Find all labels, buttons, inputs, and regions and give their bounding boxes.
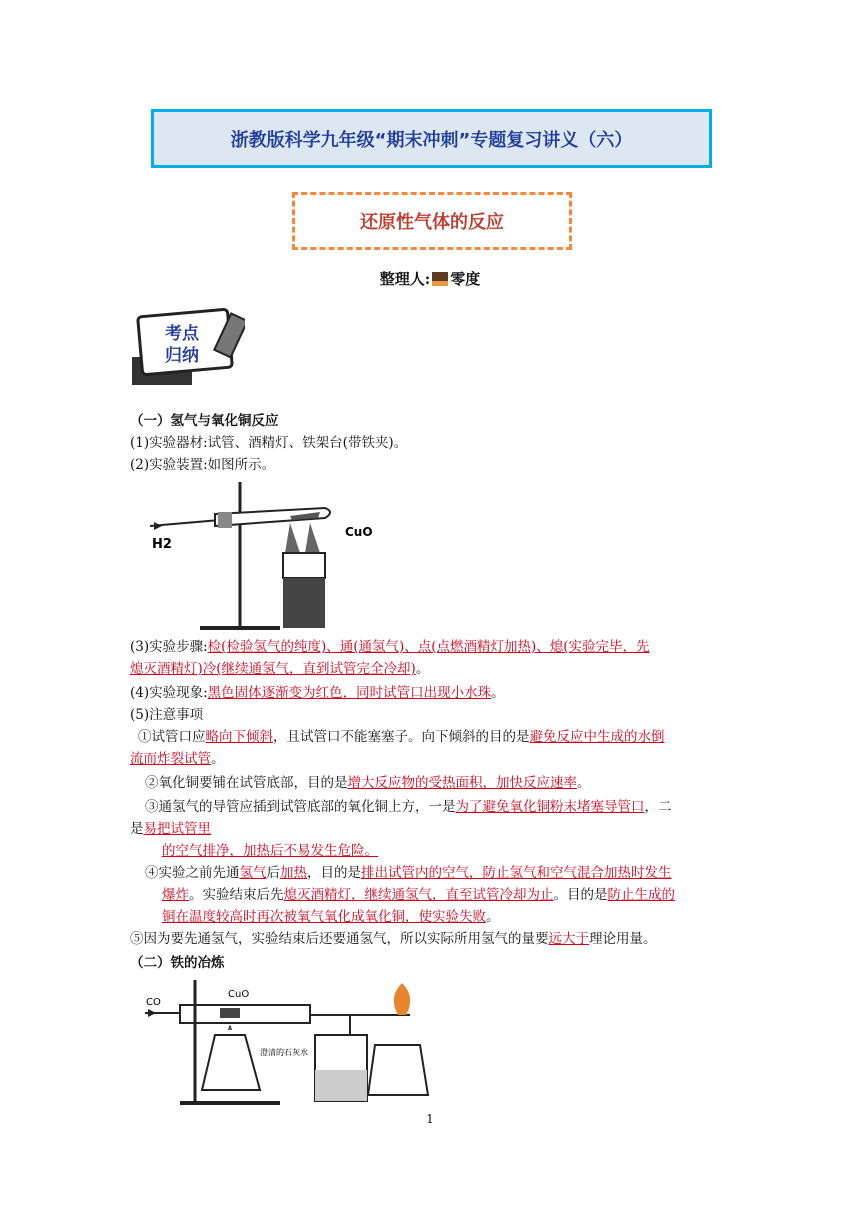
note4-line1: ④实验之前先通氢气后加热，目的是排出试管内的空气，防止氢气和空气混合加热时发生: [145, 865, 672, 881]
cuo2-label: CuO: [228, 989, 250, 1000]
equipment-line: (1)实验器材:试管、酒精灯、铁架台(带铁夹)。: [130, 435, 408, 451]
note3-line2: 是易把试管里: [130, 821, 211, 837]
note3-line3: 的空气排净，加热后不易发生危险。: [162, 843, 378, 859]
page-number: 1: [426, 1112, 434, 1126]
note4-line3: 铜在温度较高时再次被氧气氧化成氧化铜，使实验失败。: [162, 909, 500, 925]
author-label: 整理人:: [379, 270, 431, 288]
note5-line: ⑤因为要先通氢气，实验结束后还要通氢气，所以实际所用氢气的量要远大于理论用量。: [130, 931, 657, 947]
iron-smelting-figure: [140, 975, 430, 1114]
badge-line2: 归纳: [165, 346, 199, 366]
section1-heading: （一）氢气与氧化铜反应: [130, 413, 279, 429]
h2-label: H2: [152, 537, 172, 552]
hydrogen-apparatus-figure: [140, 478, 390, 637]
notes-label: (5)注意事项: [130, 707, 204, 723]
section2-heading: （二）铁的冶炼: [130, 955, 225, 971]
note2-line: ②氧化铜要铺在试管底部，目的是增大反应物的受热面积，加快反应速率。: [145, 775, 591, 791]
topic-title: 还原性气体的反应: [292, 192, 572, 250]
steps-line-2: 熄灭酒精灯)冷(继续通氢气，直到试管完全冷却)。: [130, 661, 430, 677]
author-line: [0, 268, 860, 289]
badge-line1: 考点: [165, 324, 199, 344]
note3-line1: ③通氢气的导管应插到试管底部的氧化铜上方，一是为了避免氧化铜粉末堵塞导管口，二: [145, 799, 672, 815]
phenomenon-line: (4)实验现象:黑色固体逐渐变为红色，同时试管口出现小水珠。: [130, 685, 505, 701]
document-title: 浙教版科学九年级“期末冲刺”专题复习讲义（六）: [151, 109, 712, 168]
note4-line2: 爆炸。实验结束后先熄灭酒精灯，继续通氢气，直至试管冷却为止。目的是防止生成的: [162, 887, 675, 903]
cuo-label: CuO: [345, 525, 373, 539]
co-label: CO: [146, 997, 161, 1008]
steps-line-1: (3)实验步骤:检(检验氢气的纯度)、通(通氢气)、点(点燃酒精灯加热)、熄(实验完毕，先: [130, 639, 650, 655]
limewater-label: 澄清的石灰水: [260, 1048, 308, 1057]
key-points-badge: [130, 305, 245, 391]
note1-line2: 流而炸裂试管。: [130, 751, 225, 767]
note1-line1: ①试管口应略向下倾斜，且试管口不能塞塞子。向下倾斜的目的是避免反应中生成的水倒: [138, 729, 665, 745]
device-line: (2)实验装置:如图所示。: [130, 457, 276, 473]
author-name: 零度: [450, 270, 481, 288]
author-avatar-icon: [432, 272, 448, 286]
